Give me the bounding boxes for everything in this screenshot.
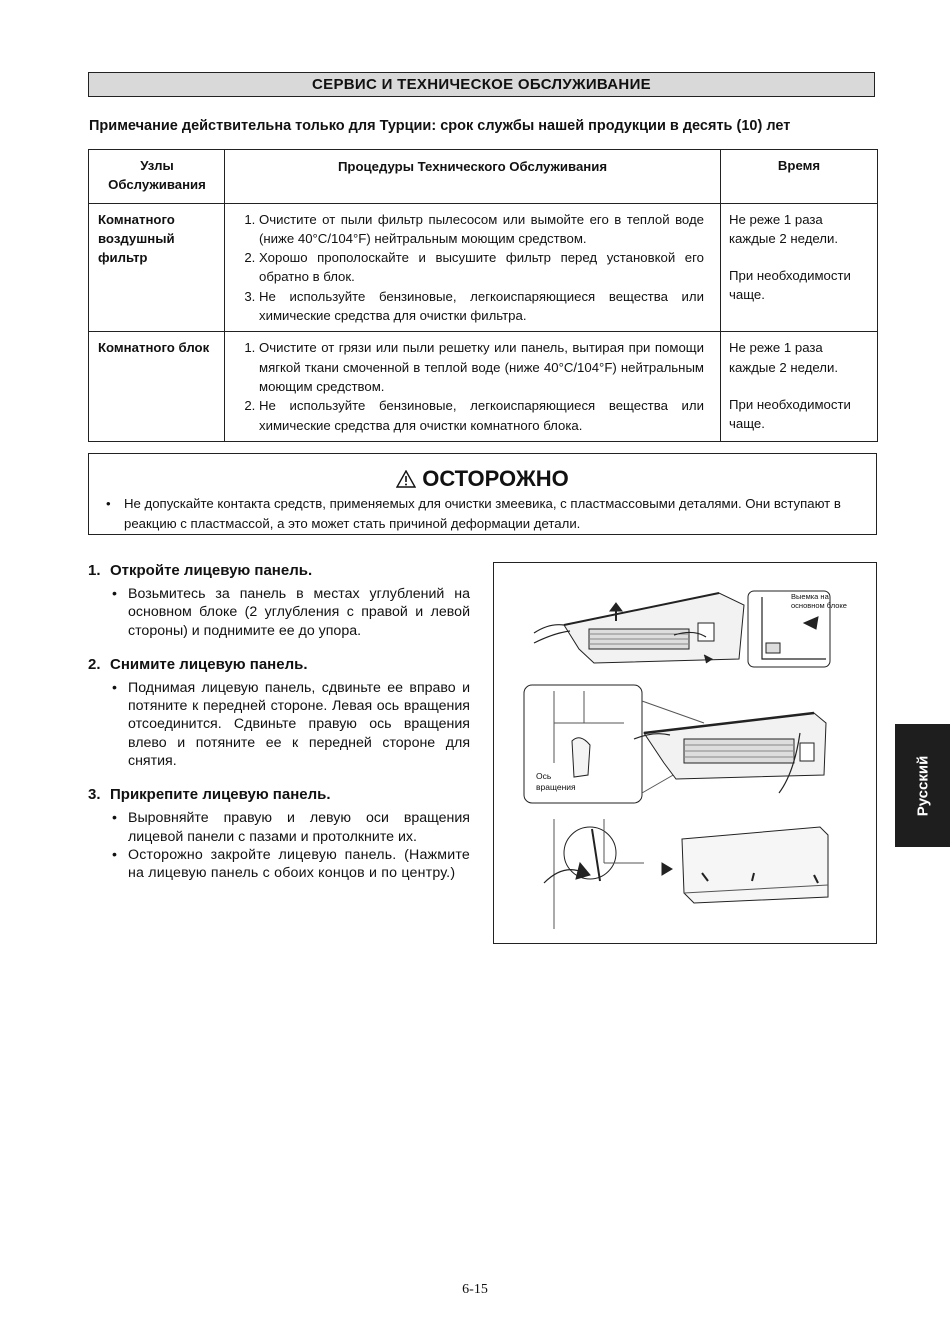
step (88, 786, 470, 882)
caution-message: Не допускайте контакта средств, применяемых для очистки змеевика, с пластмассовыми деталями. Они вступают в реакцию с пластмассой, а это может стать причиной деформации детали. (124, 496, 841, 531)
step-body (112, 809, 470, 882)
table-header-row (89, 150, 878, 204)
axis-label-line1: Ось (536, 771, 552, 781)
air-conditioner-illustration (494, 563, 876, 943)
caution-heading (89, 466, 876, 492)
maintenance-table (88, 149, 878, 442)
header-units: Узлы Обслуживания (89, 150, 225, 204)
bullet-icon: • (106, 496, 111, 511)
axis-label-line2: вращения (536, 782, 576, 792)
list-item: • Выровняйте правую и левую оси вращения лицевой панели с пазами и протолкните их. (112, 810, 470, 845)
warning-triangle-icon (396, 470, 416, 488)
step-title: 3. Прикрепите лицевую панель. (88, 786, 331, 804)
page-number: 6-15 (462, 1282, 488, 1297)
steps-list (88, 562, 470, 899)
header-procedures: Процедуры Технического Обслуживания (225, 150, 721, 204)
procedure-item: 1. Очистите от пыли фильтр пылесосом или вымойте его в теплой воде (ниже 40°C/104°F) нейтральным моющим средством. (259, 210, 704, 249)
procedures-cell (225, 332, 721, 441)
time-interval: Не реже 1 раза каждые 2 недели. (729, 340, 839, 375)
list-item: • Возьмитесь за панель в местах углублений на основном блоке (2 углубления с правой и левой стороны) и поднимите ее до упора. (112, 586, 470, 639)
table-row (89, 203, 878, 332)
unit-cell: Комнатного блок (89, 332, 225, 441)
step-title: 1. Откройте лицевую панель. (88, 562, 313, 579)
step (88, 562, 470, 640)
time-interval: Не реже 1 раза каждые 2 недели. (729, 211, 839, 246)
caution-text (106, 494, 846, 533)
procedure-item: 2. Хорошо прополоскайте и высушите фильтр перед установкой его обратно в блок. (259, 248, 704, 287)
recess-label-line2: основном блоке (791, 601, 847, 610)
unit-cell: Комнатного воздушный фильтр (89, 203, 225, 332)
language-label: Русский (914, 755, 931, 816)
step (88, 656, 470, 770)
section-title: СЕРВИС И ТЕХНИЧЕСКОЕ ОБСЛУЖИВАНИЕ (88, 72, 875, 97)
time-cell (721, 332, 878, 441)
step-body (112, 585, 470, 640)
step-body (112, 679, 470, 770)
step-title: 2. Снимите лицевую панель. (88, 655, 308, 673)
service-life-note: Примечание действительна только для Турции: срок службы нашей продукции в десять (10) лет (89, 118, 791, 134)
caution-box (88, 453, 877, 535)
time-as-needed: При необходимости чаще. (729, 268, 851, 303)
time-as-needed: При необходимости чаще. (729, 396, 851, 432)
language-tab (895, 724, 950, 847)
procedure-item: 2. Не используйте бензиновые, легкоиспаряющиеся вещества или химические средства для очистки комнатного блока. (259, 396, 704, 435)
procedures-cell (225, 203, 721, 332)
header-time: Время (721, 150, 878, 204)
recess-label-line1: Выемка на (791, 592, 829, 601)
procedure-item: 1. Очистите от грязи или пыли решетку или панель, вытирая при помощи мягкой ткани смоченной в теплой воде (ниже 40°C/104°F) нейтральным моющим средством. (259, 338, 704, 396)
caution-title: ОСТОРОЖНО (422, 466, 569, 491)
table-row (89, 332, 878, 441)
list-item: • Поднимая лицевую панель, сдвиньте ее вправо и потяните к передней стороне. Левая ось вращения отсоединится. Сдвиньте правую ось вращения влево и потяните ее к передней стороне для снятия. (112, 679, 470, 770)
time-cell (721, 203, 878, 332)
list-item: • Осторожно закройте лицевую панель. (Нажмите на лицевую панель с обоих концов и по центру.) (112, 846, 470, 882)
procedure-item: 3. Не используйте бензиновые, легкоиспаряющиеся вещества или химические средства для очистки фильтра. (259, 287, 704, 326)
illustration-panel (493, 562, 877, 944)
